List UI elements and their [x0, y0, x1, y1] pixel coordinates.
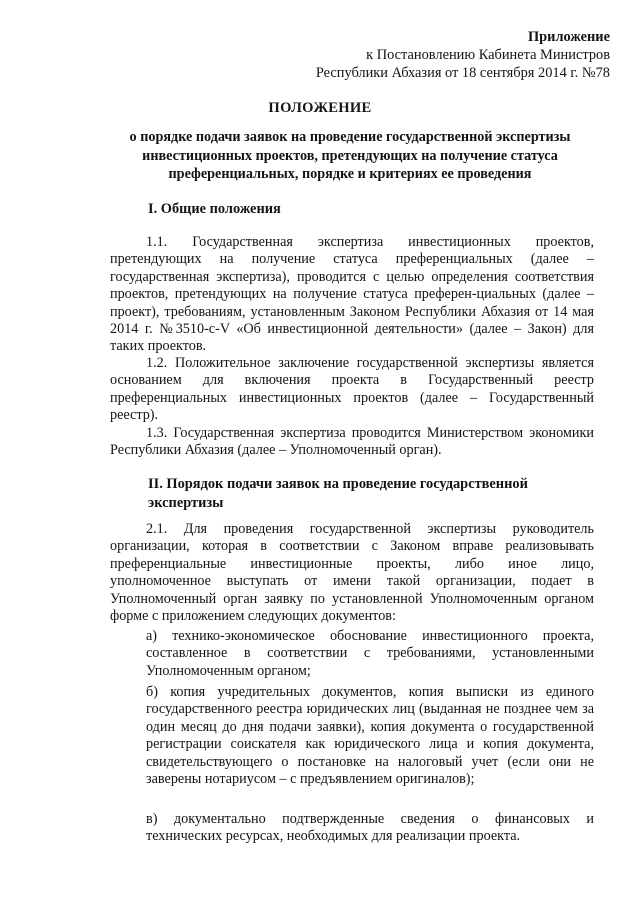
paragraph-1-2: 1.2. Положительное заключение государственной экспертизы является основанием для включения проекта в Государственный реестр преференциальных инвестиционных проектов (далее – Государственный реестр). — [110, 355, 594, 424]
appendix-line-2: Республики Абхазия от 18 сентября 2014 г. №78 — [315, 65, 610, 82]
section-heading-2: II. Порядок подачи заявок на проведение государственной экспертизы — [148, 476, 528, 511]
paragraph-2-1: 2.1. Для проведения государственной экспертизы руководитель организации, которая в соответствии с Законом вправе реализовывать преференциальные инвестиционные проекты, либо иное лицо, уполномоченное выступать от имени такой организации, подает в Уполномоченный орган заявку по установленной Уполномоченным органом форме с приложением следующих документов: — [110, 521, 594, 625]
paragraph-1-1: 1.1. Государственная экспертиза инвестиционных проектов, претендующих на получение статуса преференциальных (далее – государственная экспертиза), проводится с целью определения соответствия проектов, претендующих на получение статуса преферен-циальных (далее – проект), требованиям, установленным Законом Республики Абхазия от 14 мая 2014 г. №3510-с-V «Об инвестиционной деятельности» (далее – Закон) для таких проектов. — [110, 234, 594, 355]
section-heading-1: I. Общие положения — [148, 201, 281, 217]
document-title: ПОЛОЖЕНИЕ — [268, 100, 372, 116]
list-item-c: в) документально подтвержденные сведения о финансовых и технических ресурсах, необходимых для реализации проекта. — [146, 811, 594, 845]
document-subtitle: о порядке подачи заявок на проведение государственной экспертизы инвестиционных проектов, претендующих на получение статуса преференциальных, порядке и критериях ее проведения — [129, 129, 571, 182]
paragraph-1-3: 1.3. Государственная экспертиза проводится Министерством экономики Республики Абхазия (далее – Уполномоченный орган). — [110, 425, 594, 459]
appendix-line-1: к Постановлению Кабинета Министров — [366, 47, 610, 64]
list-item-a: а) технико-экономическое обоснование инвестиционного проекта, составленное в соответствии с требованиями, установленными Уполномоченным органом; — [146, 628, 594, 679]
list-item-b: б) копия учредительных документов, копия выписки из единого государственного реестра юридических лиц (выданная не позднее чем за один месяц до дня подачи заявки), копия документа о государственной регистрации соискателя как юридического лица и копия документа, свидетельствующего о постановке на налоговый учет (если они не заверены нотариусом – с предъявлением оригиналов); — [146, 684, 594, 788]
appendix-label: Приложение — [527, 29, 610, 45]
appendix-header — [316, 28, 610, 83]
